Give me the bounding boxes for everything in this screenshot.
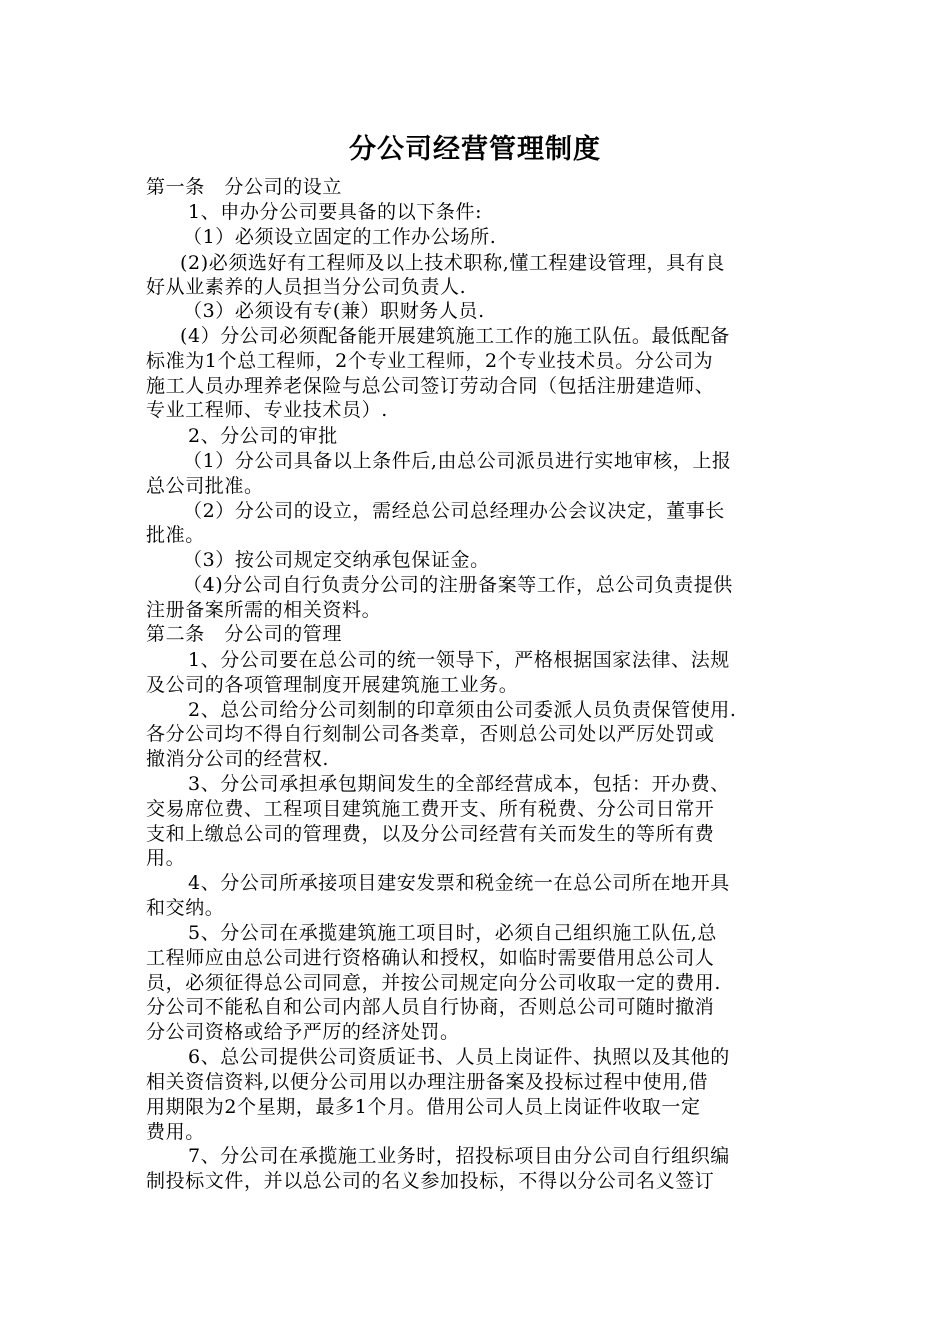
text-line: 支和上缴总公司的管理费，以及分公司经营有关而发生的等所有费 (146, 823, 715, 845)
text-line: （3）必须设有专(兼）职财务人员. (183, 300, 485, 322)
text-line: 用。 (146, 847, 186, 869)
text-line: 好从业素养的人员担当分公司负责人. (146, 276, 467, 298)
text-line: 用期限为2个星期，最多1个月。借用公司人员上岗证件收取一定 (146, 1096, 701, 1118)
text-line: 工程师应由总公司进行资格确认和授权，如临时需要借用总公司人 (146, 947, 715, 969)
text-line: 2、总公司给分公司刻制的印章须由公司委派人员负责保管使用. (188, 699, 737, 721)
text-line: 交易席位费、工程项目建筑施工费开支、所有税费、分公司日常开 (146, 798, 715, 820)
text-line: 1、分公司要在总公司的统一领导下，严格根据国家法律、法规 (188, 649, 730, 671)
text-line: 5、分公司在承揽建筑施工项目时，必须自己组织施工队伍,总 (188, 922, 717, 944)
text-line: 标准为1个总工程师，2个专业工程师，2个专业技术员。分公司为 (146, 350, 714, 372)
text-line: （1）分公司具备以上条件后,由总公司派员进行实地审核，上报 (183, 450, 732, 472)
text-line: 6、总公司提供公司资质证书、人员上岗证件、执照以及其他的 (188, 1046, 730, 1068)
text-line: （4)分公司自行负责分公司的注册备案等工作，总公司负责提供 (183, 574, 733, 596)
text-line: 批准。 (146, 524, 205, 546)
text-line: 专业工程师、专业技术员）. (146, 399, 388, 421)
section-heading: 1、申办分公司要具备的以下条件: (188, 201, 483, 223)
text-line: （1）必须设立固定的工作办公场所. (183, 226, 497, 248)
text-line: 和交纳。 (146, 897, 225, 919)
text-line: 3、分公司承担承包期间发生的全部经营成本，包括：开办费、 (188, 773, 730, 795)
text-line: (2)必须选好有工程师及以上技术职称,懂工程建设管理，具有良 (180, 252, 725, 274)
text-line: 4、分公司所承接项目建安发票和税金统一在总公司所在地开具 (188, 872, 730, 894)
text-line: 7、分公司在承揽施工业务时，招投标项目由分公司自行组织编 (188, 1145, 730, 1167)
text-line: 费用。 (146, 1121, 205, 1143)
text-line: （2）分公司的设立，需经总公司总经理办公会议决定，董事长 (183, 500, 725, 522)
text-line: 分公司资格或给予严厉的经济处罚。 (146, 1021, 460, 1043)
text-line: 注册备案所需的相关资料。 (146, 599, 382, 621)
text-line: 分公司不能私自和公司内部人员自行协商，否则总公司可随时撤消 (146, 996, 715, 1018)
article-heading-2: 第二条 分公司的管理 (146, 623, 343, 645)
text-line: (4）分公司必须配备能开展建筑施工工作的施工队伍。最低配备 (180, 325, 730, 347)
text-line: 撤消分公司的经营权. (146, 748, 330, 770)
text-line: 施工人员办理养老保险与总公司签订劳动合同（包括注册建造师、 (146, 375, 715, 397)
text-line: 相关资信资料,以便分公司用以办理注册备案及投标过程中使用,借 (146, 1071, 709, 1093)
text-line: 各分公司均不得自行刻制公司各类章，否则总公司处以严厉处罚或 (146, 723, 715, 745)
text-line: 总公司批准。 (146, 475, 264, 497)
text-line: （3）按公司规定交纳承包保证金。 (183, 549, 490, 571)
text-line: 及公司的各项管理制度开展建筑施工业务。 (146, 674, 519, 696)
article-heading-1: 第一条 分公司的设立 (146, 176, 343, 198)
section-heading: 2、分公司的审批 (188, 425, 338, 447)
document-title: 分公司经营管理制度 (349, 134, 601, 165)
text-line: 员，必须征得总公司同意，并按公司规定向分公司收取一定的费用. (146, 972, 722, 994)
text-line: 制投标文件，并以总公司的名义参加投标，不得以分公司名义签订 (146, 1170, 715, 1192)
